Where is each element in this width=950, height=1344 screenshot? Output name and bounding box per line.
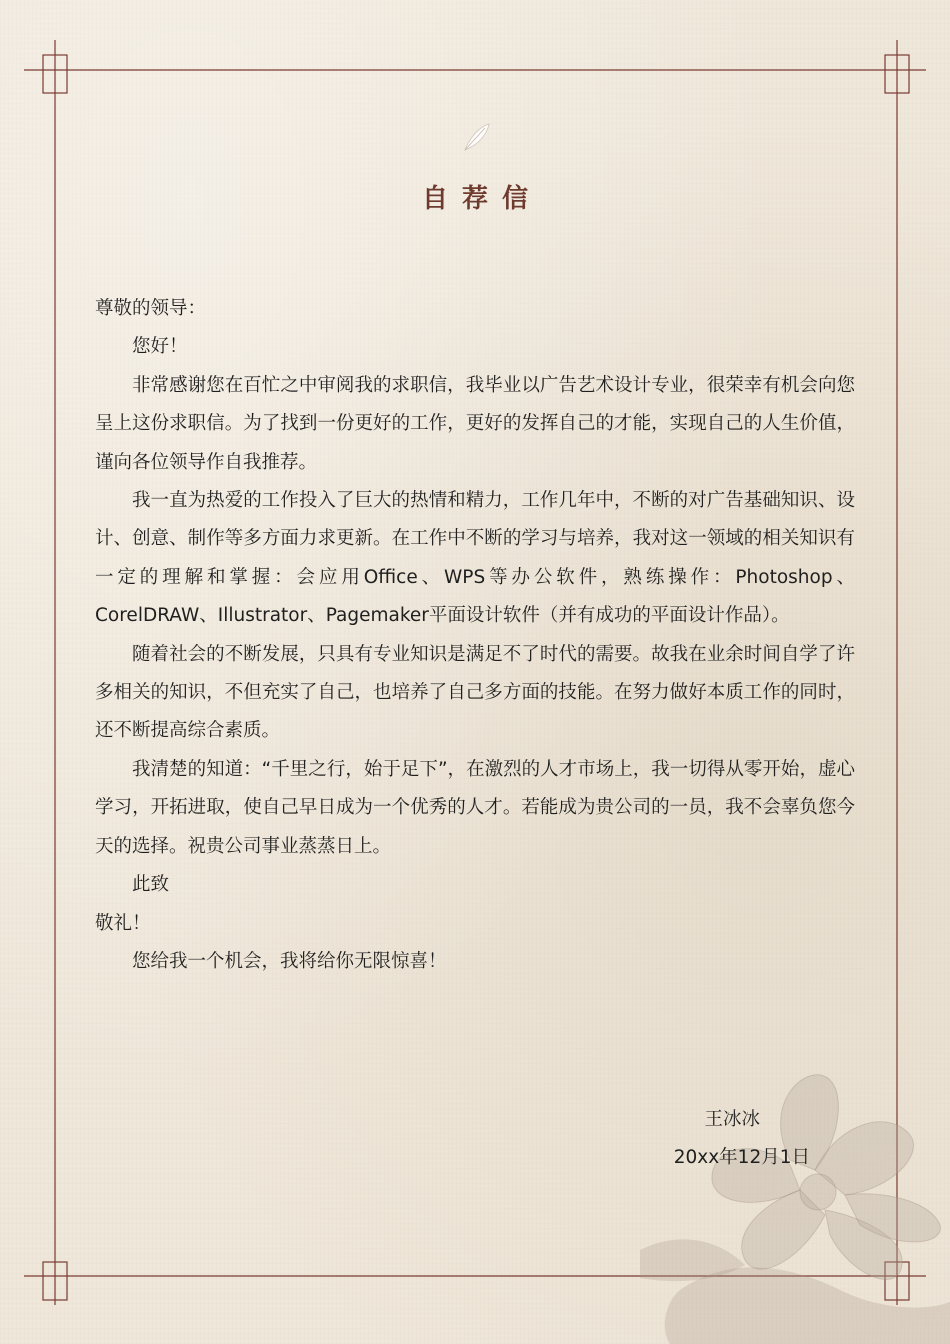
closing-line-2: 敬礼！ bbox=[95, 912, 151, 934]
paragraph-4: 我清楚的知道：“千里之行，始于足下”，在激烈的人才市场上，我一切得从零开始，虚心学习，开拓进取，使自己早日成为一个优秀的人才。若能成为贵公司的一员，我不会辜负您今天的选择。祝贵公司事业蒸蒸日上。 bbox=[95, 758, 855, 857]
signature-name: 王冰冰 bbox=[704, 1109, 760, 1130]
paragraph-3: 随着社会的不断发展，只具有专业知识是满足不了时代的需要。故我在业余时间自学了许多相关的知识，不但充实了自己，也培养了自己多方面的技能。在努力做好本质工作的同时，还不断提高综合素质。 bbox=[95, 643, 855, 742]
lotus-flower-illustration bbox=[640, 1040, 950, 1344]
signature-date: 20xx年12月1日 bbox=[673, 1147, 810, 1168]
letter-body bbox=[95, 290, 855, 981]
paragraph-1: 非常感谢您在百忙之中审阅我的求职信，我毕业以广告艺术设计专业，很荣幸有机会向您呈上这份求职信。为了找到一份更好的工作，更好的发挥自己的才能，实现自己的人生价值，谨向各位领导作自我推荐。 bbox=[95, 374, 855, 473]
feather-icon bbox=[459, 120, 493, 154]
letter-title: 自荐信 bbox=[421, 184, 542, 214]
closing-line-1: 此致 bbox=[132, 874, 170, 896]
corner-knot-icon bbox=[43, 55, 67, 93]
salutation: 尊敬的领导： bbox=[95, 298, 207, 319]
greeting: 您好！ bbox=[132, 336, 188, 358]
paragraph-2: 我一直为热爱的工作投入了巨大的热情和精力，工作几年中，不断的对广告基础知识、设计、创意、制作等多方面力求更新。在工作中不断的学习与培养，我对这一领域的相关知识有一定的理解和掌握：会应用Office、WPS等办公软件，熟练操作：Photoshop、CorelDRAW、Illustrator、Pagemaker平面设计软件（并有成功的平面设计作品）。 bbox=[95, 490, 855, 627]
postscript: 您给我一个机会，我将给你无限惊喜！ bbox=[132, 950, 447, 972]
